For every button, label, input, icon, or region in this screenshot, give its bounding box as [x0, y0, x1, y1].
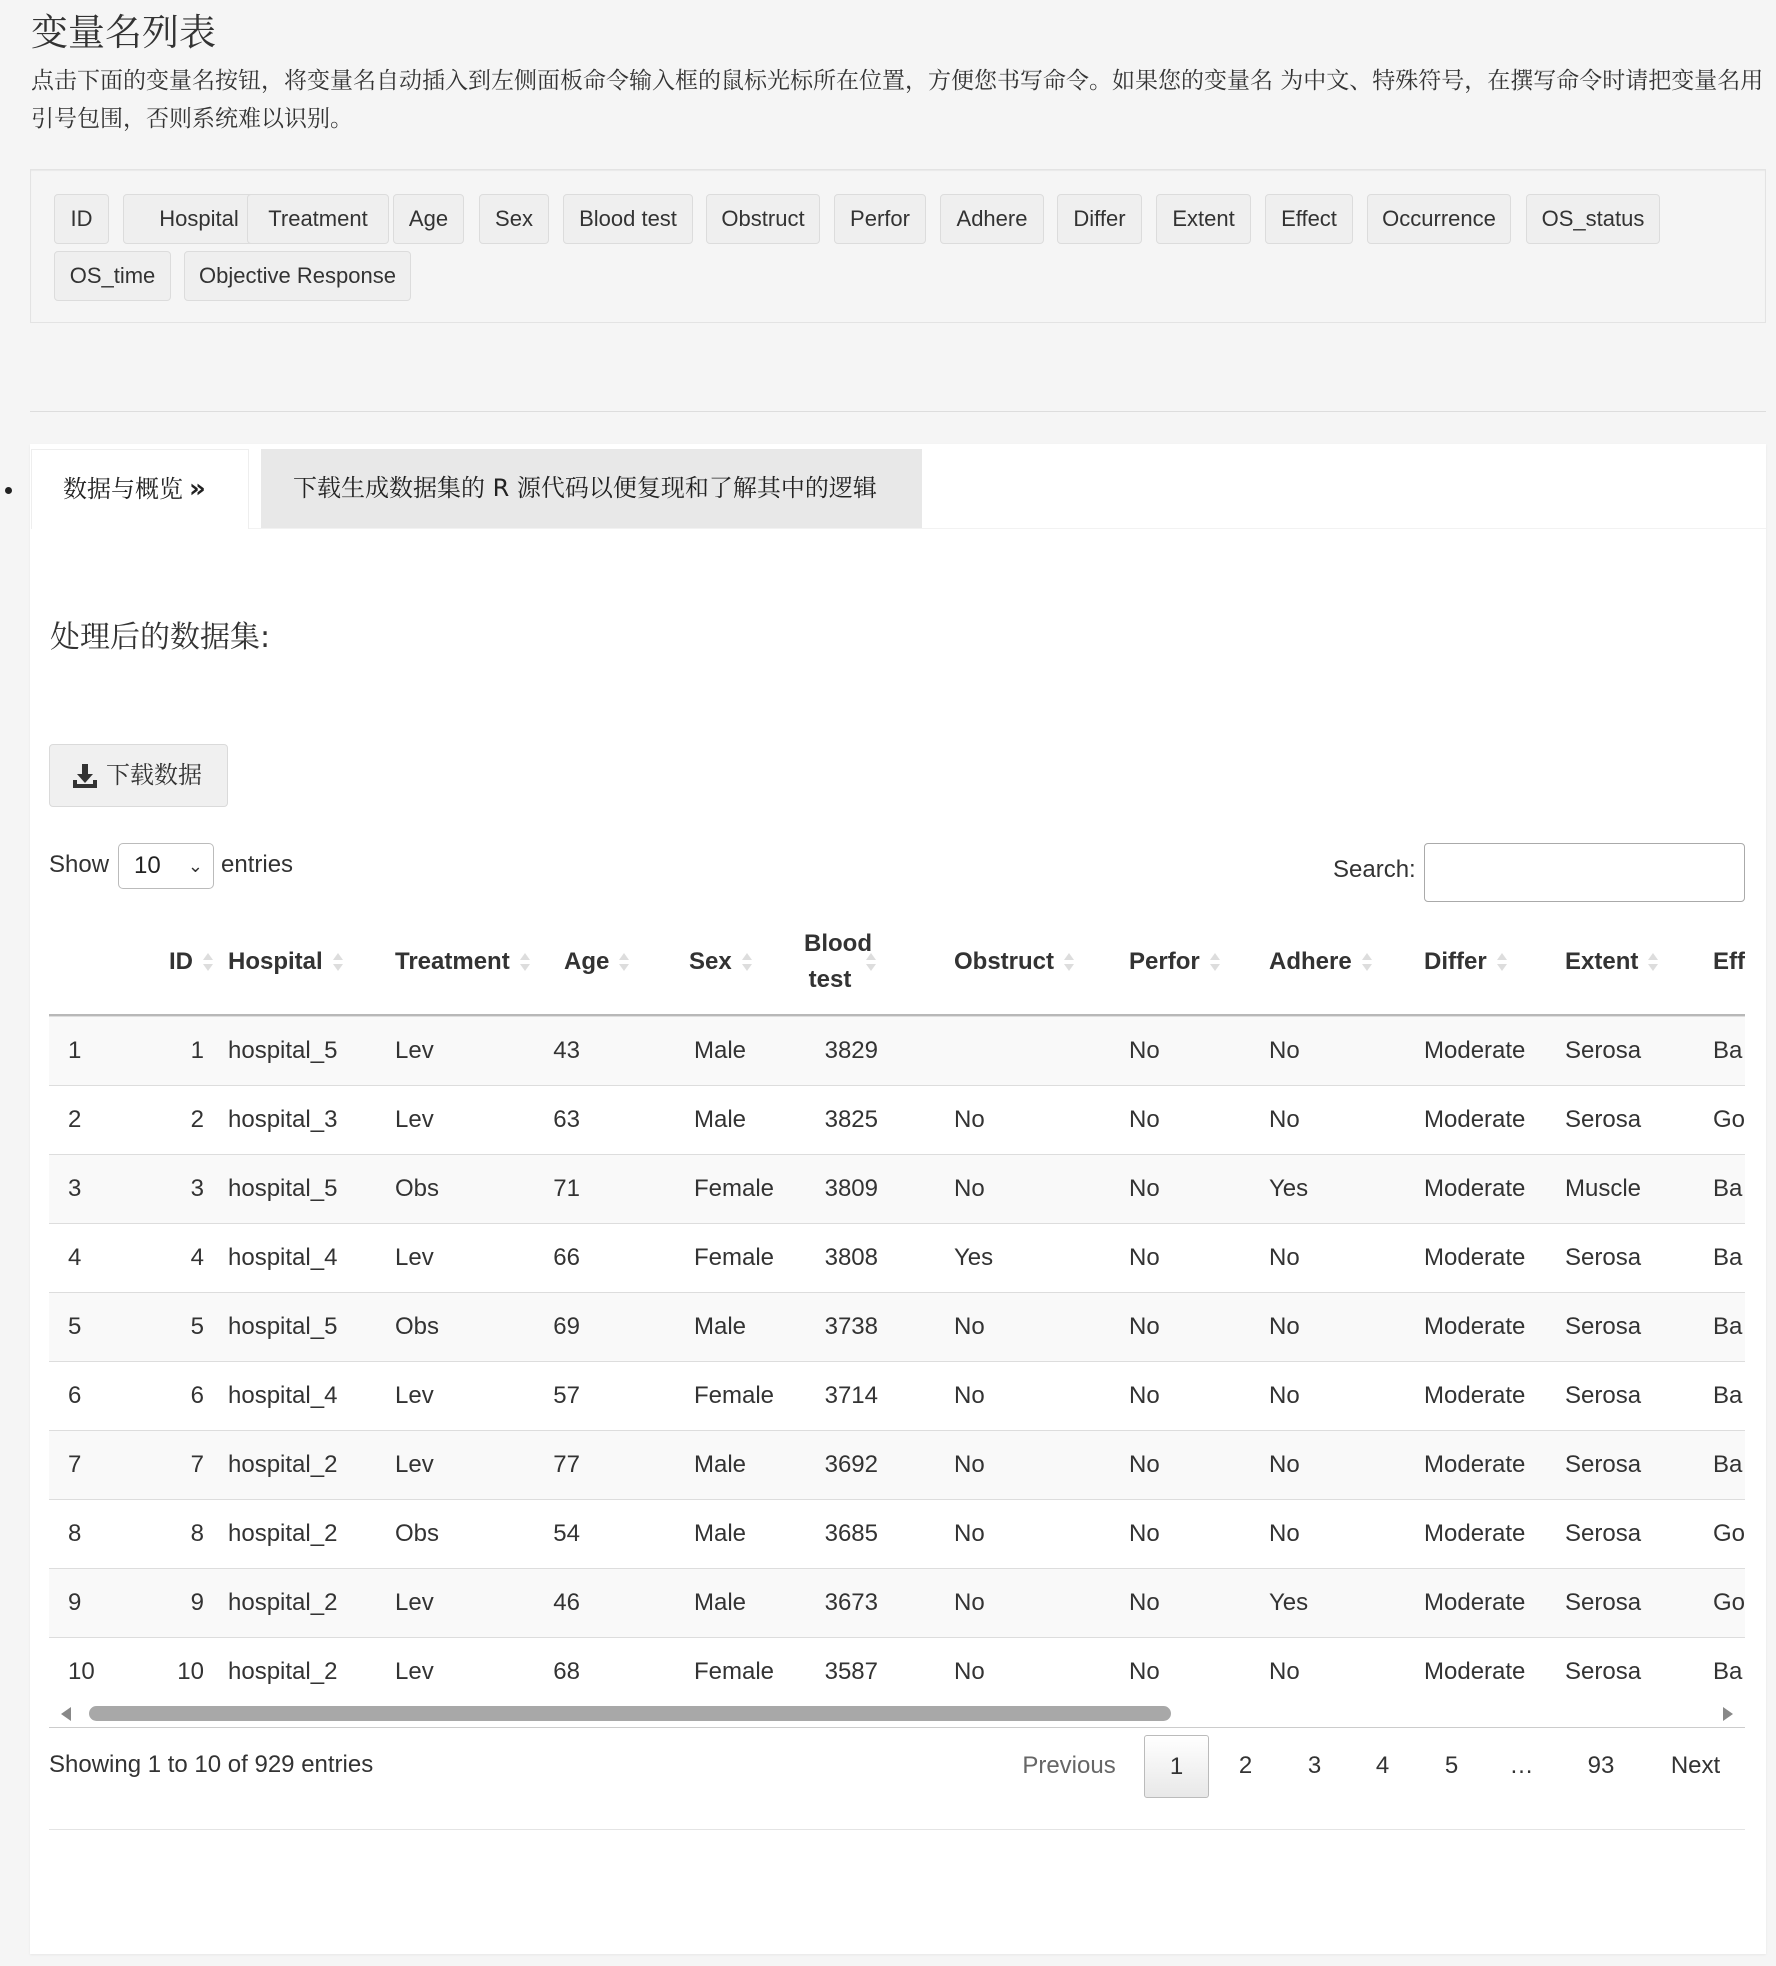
table-cell: 6 [68, 1382, 82, 1409]
search-label: Search: [1333, 856, 1416, 883]
table-cell: No [1269, 1313, 1300, 1340]
variable-button-differ[interactable]: Differ [1057, 194, 1142, 244]
column-header-hospital[interactable] [228, 910, 366, 1014]
table-cell: 77 [553, 1451, 580, 1478]
pagination-page-4[interactable]: 4 [1375, 1752, 1390, 1779]
variable-button-blood-test[interactable]: Blood test [563, 194, 693, 244]
table-cell: Female [694, 1382, 775, 1409]
table-cell: 1 [190, 1037, 204, 1064]
sort-arrows-icon [1210, 951, 1220, 973]
sort-arrows-icon [1064, 951, 1074, 973]
column-header-label: Extent [1565, 948, 1639, 975]
table-cell: Ba [1713, 1175, 1743, 1202]
table-cell: 7 [190, 1451, 204, 1478]
table-cell: 3692 [824, 1451, 878, 1478]
download-icon [72, 763, 98, 789]
table-cell: Female [694, 1244, 775, 1271]
table-cell: 3673 [824, 1589, 878, 1616]
table-row[interactable] [49, 1223, 1745, 1292]
table-cell: No [1269, 1520, 1300, 1547]
table-cell: 8 [190, 1520, 204, 1547]
table-cell: Male [694, 1106, 747, 1133]
table-cell: hospital_2 [228, 1520, 338, 1547]
download-data-label: 下载数据 [106, 761, 202, 789]
table-cell: Lev [395, 1658, 434, 1685]
table-cell: Muscle [1565, 1175, 1642, 1202]
table-cell: Serosa [1565, 1589, 1642, 1616]
table-cell: No [954, 1313, 985, 1340]
table-cell: Male [694, 1589, 747, 1616]
pagination-page-93[interactable]: 93 [1587, 1752, 1615, 1779]
table-cell: 10 [177, 1658, 204, 1685]
table-cell: Yes [1269, 1589, 1309, 1616]
table-cell: 3808 [824, 1244, 878, 1271]
table-cell: Serosa [1565, 1658, 1642, 1685]
scroll-left-arrow-icon[interactable] [61, 1707, 71, 1721]
sort-arrows-icon [333, 951, 343, 973]
variable-button-adhere[interactable]: Adhere [940, 194, 1044, 244]
table-cell: No [1129, 1658, 1160, 1685]
table-cell: 3825 [824, 1106, 878, 1133]
table-cell: No [954, 1451, 985, 1478]
table-cell: 6 [190, 1382, 204, 1409]
variable-button-id[interactable]: ID [54, 194, 109, 244]
table-cell: No [1129, 1382, 1160, 1409]
table-cell: No [1269, 1451, 1300, 1478]
horizontal-scrollbar[interactable] [49, 1700, 1745, 1726]
table-cell: hospital_3 [228, 1106, 338, 1133]
table-cell: No [1129, 1106, 1160, 1133]
table-bottom-border [49, 1727, 1745, 1728]
table-cell: Lev [395, 1037, 434, 1064]
list-bullet [5, 487, 12, 494]
column-header-label: ID [169, 948, 193, 975]
table-cell: Yes [954, 1244, 994, 1271]
sort-arrows-icon [203, 951, 213, 973]
table-row[interactable] [49, 1154, 1745, 1223]
tab-data-overview[interactable] [31, 449, 249, 529]
tab-data-overview-label: 数据与概览 [63, 475, 183, 503]
pagination-page-5[interactable]: 5 [1444, 1752, 1459, 1779]
table-cell: No [954, 1106, 985, 1133]
variable-button-perfor[interactable]: Perfor [834, 194, 926, 244]
table-cell: 43 [553, 1037, 580, 1064]
column-header-treatment[interactable] [395, 910, 550, 1014]
table-row[interactable] [49, 1085, 1745, 1154]
table-cell: 4 [68, 1244, 82, 1271]
table-row[interactable] [49, 1292, 1745, 1361]
sort-arrows-icon [1648, 951, 1658, 973]
variable-button-os-time[interactable]: OS_time [54, 251, 171, 301]
table-cell: Male [694, 1520, 747, 1547]
table-cell: 3809 [824, 1175, 878, 1202]
page-title: 变量名列表 [31, 11, 216, 54]
table-cell: Go [1713, 1589, 1745, 1616]
entries-per-page-select[interactable] [118, 843, 214, 889]
column-header-label: Age [564, 948, 610, 975]
column-header-differ[interactable] [1424, 910, 1537, 1014]
table-cell: hospital_5 [228, 1037, 338, 1064]
tab-download-r-code[interactable]: 下载生成数据集的 R 源代码以便复现和了解其中的逻辑 [261, 449, 922, 528]
table-cell: No [1269, 1037, 1300, 1064]
column-header-label: Perfor [1129, 948, 1200, 975]
pagination-previous-button[interactable]: Previous [1022, 1752, 1116, 1779]
table-cell: 9 [190, 1589, 204, 1616]
table-cell: hospital_2 [228, 1658, 338, 1685]
table-cell: Male [694, 1451, 747, 1478]
column-header-label: Adhere [1269, 948, 1352, 975]
table-cell: Lev [395, 1106, 434, 1133]
variable-button-hospital[interactable]: Hospital [123, 194, 275, 244]
table-cell: Yes [1269, 1175, 1309, 1202]
pagination-ellipsis: … [1509, 1752, 1534, 1779]
table-cell: hospital_5 [228, 1175, 338, 1202]
table-cell: Obs [395, 1175, 440, 1202]
table-cell: 3 [68, 1175, 82, 1202]
table-cell: Serosa [1565, 1244, 1642, 1271]
sort-arrows-icon [520, 951, 530, 973]
table-cell: No [1129, 1451, 1160, 1478]
data-table [49, 910, 1745, 1700]
sort-arrows-icon [1362, 951, 1372, 973]
table-cell: Serosa [1565, 1451, 1642, 1478]
column-header-obstruct[interactable] [954, 910, 1097, 1014]
column-header-label: Treatment [395, 948, 510, 975]
table-cell: Moderate [1424, 1313, 1526, 1340]
table-cell: No [1269, 1382, 1300, 1409]
table-cell: 3587 [824, 1658, 878, 1685]
intro-text: 点击下面的变量名按钮，将变量名自动插入到左侧面板命令输入框的鼠标光标所在位置，方便您书写命令。如果您的变量名 为中文、特殊符号，在撰写命令时请把变量名用引号包围，否则系统难以识别。 [31, 68, 1764, 132]
table-cell: 2 [68, 1106, 82, 1133]
table-cell: No [954, 1382, 985, 1409]
download-data-button[interactable] [49, 744, 228, 807]
table-cell: Moderate [1424, 1037, 1526, 1064]
table-cell: No [1129, 1037, 1160, 1064]
table-cell: 1 [68, 1037, 82, 1064]
table-cell: 66 [553, 1244, 580, 1271]
table-cell: Moderate [1424, 1589, 1526, 1616]
table-cell: No [1129, 1175, 1160, 1202]
table-cell: Obs [395, 1313, 440, 1340]
table-cell: 3 [190, 1175, 204, 1202]
table-cell: hospital_2 [228, 1589, 338, 1616]
table-row[interactable] [49, 1637, 1745, 1700]
table-cell: Lev [395, 1244, 434, 1271]
table-cell: hospital_4 [228, 1382, 338, 1409]
variable-button-objective-response[interactable]: Objective Response [184, 251, 411, 301]
table-cell: No [1129, 1520, 1160, 1547]
divider [30, 411, 1766, 412]
table-cell: 69 [553, 1313, 580, 1340]
table-cell: No [1129, 1244, 1160, 1271]
column-header-age[interactable] [564, 910, 646, 1014]
scroll-right-arrow-icon[interactable] [1723, 1707, 1733, 1721]
chevron-down-icon: ⌄ [187, 856, 203, 876]
table-cell: No [1269, 1106, 1300, 1133]
table-cell: No [1129, 1589, 1160, 1616]
table-cell: 5 [68, 1313, 82, 1340]
column-header-sex[interactable] [689, 910, 764, 1014]
pagination-next-button[interactable]: Next [1670, 1752, 1721, 1779]
table-cell: Male [694, 1037, 747, 1064]
table-cell: Lev [395, 1589, 434, 1616]
table-cell: Male [694, 1313, 747, 1340]
variable-button-effect[interactable]: Effect [1265, 194, 1353, 244]
section-title: 处理后的数据集: [50, 620, 271, 655]
column-header-id[interactable] [133, 910, 213, 1014]
column-header-adhere[interactable] [1269, 910, 1400, 1014]
table-cell: Ba [1713, 1382, 1743, 1409]
table-cell: 46 [553, 1589, 580, 1616]
table-cell: Serosa [1565, 1037, 1642, 1064]
scrollbar-thumb[interactable] [89, 1706, 1171, 1721]
table-cell: Moderate [1424, 1382, 1526, 1409]
table-cell: 7 [68, 1451, 82, 1478]
table-cell: Go [1713, 1520, 1745, 1547]
table-row[interactable] [49, 1568, 1745, 1637]
table-cell: No [1269, 1244, 1300, 1271]
table-cell: Female [694, 1658, 775, 1685]
table-cell: Ba [1713, 1313, 1743, 1340]
table-cell: 54 [553, 1520, 580, 1547]
entries-per-page-value: 10 [134, 852, 161, 879]
column-header-extent[interactable] [1565, 910, 1673, 1014]
table-cell: 57 [553, 1382, 580, 1409]
pagination-page-1[interactable]: 1 [1144, 1735, 1209, 1798]
table-cell: 8 [68, 1520, 82, 1547]
table-cell: No [1129, 1313, 1160, 1340]
column-header-eff[interactable] [1713, 910, 1745, 1014]
pagination-page-2[interactable]: 2 [1238, 1752, 1253, 1779]
entries-label: entries [221, 851, 294, 878]
table-cell: 3829 [824, 1037, 878, 1064]
table-cell: Moderate [1424, 1175, 1526, 1202]
sort-arrows-icon [742, 951, 752, 973]
table-cell: 4 [190, 1244, 204, 1271]
table-cell: 3685 [824, 1520, 878, 1547]
table-cell: 68 [553, 1658, 580, 1685]
table-cell: Ba [1713, 1658, 1743, 1685]
column-header-label: Sex [689, 948, 732, 975]
table-cell: Moderate [1424, 1520, 1526, 1547]
table-cell: 3714 [824, 1382, 878, 1409]
show-label: Show [49, 851, 110, 878]
table-row[interactable] [49, 1430, 1745, 1499]
table-cell: No [954, 1658, 985, 1685]
variable-button-os-status[interactable]: OS_status [1526, 194, 1660, 244]
column-header-label: Obstruct [954, 948, 1055, 975]
table-cell: 63 [553, 1106, 580, 1133]
table-cell: Serosa [1565, 1520, 1642, 1547]
column-header-label: Differ [1424, 948, 1487, 975]
table-cell: hospital_2 [228, 1451, 338, 1478]
table-cell: Go [1713, 1106, 1745, 1133]
column-header-blood-test[interactable] [804, 910, 915, 1014]
table-cell: Moderate [1424, 1244, 1526, 1271]
pagination-page-3[interactable]: 3 [1307, 1752, 1322, 1779]
table-cell: No [1269, 1658, 1300, 1685]
table-cell: Serosa [1565, 1106, 1642, 1133]
table-cell: Ba [1713, 1037, 1743, 1064]
search-input[interactable] [1424, 843, 1745, 902]
table-info: Showing 1 to 10 of 929 entries [49, 1751, 374, 1778]
sort-arrows-icon [866, 951, 876, 973]
table-cell: Moderate [1424, 1658, 1526, 1685]
table-cell: Female [694, 1175, 775, 1202]
table-cell: hospital_5 [228, 1313, 338, 1340]
divider [49, 1829, 1745, 1830]
variable-button-treatment[interactable]: Treatment [247, 194, 389, 244]
table-cell: Ba [1713, 1244, 1743, 1271]
tab-underline [249, 528, 1766, 529]
table-cell: 10 [68, 1658, 95, 1685]
sort-arrows-icon [1497, 951, 1507, 973]
table-cell: No [954, 1589, 985, 1616]
variable-button-age[interactable]: Age [393, 194, 464, 244]
table-cell: Lev [395, 1451, 434, 1478]
table-cell: Serosa [1565, 1382, 1642, 1409]
table-cell: No [954, 1520, 985, 1547]
table-row[interactable] [49, 1016, 1745, 1085]
table-row[interactable] [49, 1499, 1745, 1568]
column-header-perfor[interactable] [1129, 910, 1230, 1014]
table-cell: Lev [395, 1382, 434, 1409]
double-chevron-right-icon: » [189, 474, 200, 504]
table-cell: 71 [553, 1175, 580, 1202]
table-cell: 5 [190, 1313, 204, 1340]
variable-button-occurrence[interactable]: Occurrence [1367, 194, 1511, 244]
table-cell: 9 [68, 1589, 82, 1616]
table-cell: hospital_4 [228, 1244, 338, 1271]
variable-button-extent[interactable]: Extent [1156, 194, 1251, 244]
column-header-label: Blood test [804, 930, 872, 993]
table-cell: Ba [1713, 1451, 1743, 1478]
variable-button-sex[interactable]: Sex [479, 194, 549, 244]
table-cell: Serosa [1565, 1313, 1642, 1340]
variable-button-obstruct[interactable]: Obstruct [706, 194, 820, 244]
table-cell: Moderate [1424, 1451, 1526, 1478]
table-cell: 2 [190, 1106, 204, 1133]
table-cell: No [954, 1175, 985, 1202]
table-cell: Obs [395, 1520, 440, 1547]
column-header-label: Eff [1713, 948, 1745, 975]
column-header-label: Hospital [228, 948, 323, 975]
table-cell: Moderate [1424, 1106, 1526, 1133]
table-row[interactable] [49, 1361, 1745, 1430]
sort-arrows-icon [619, 951, 629, 973]
table-cell: 3738 [824, 1313, 878, 1340]
